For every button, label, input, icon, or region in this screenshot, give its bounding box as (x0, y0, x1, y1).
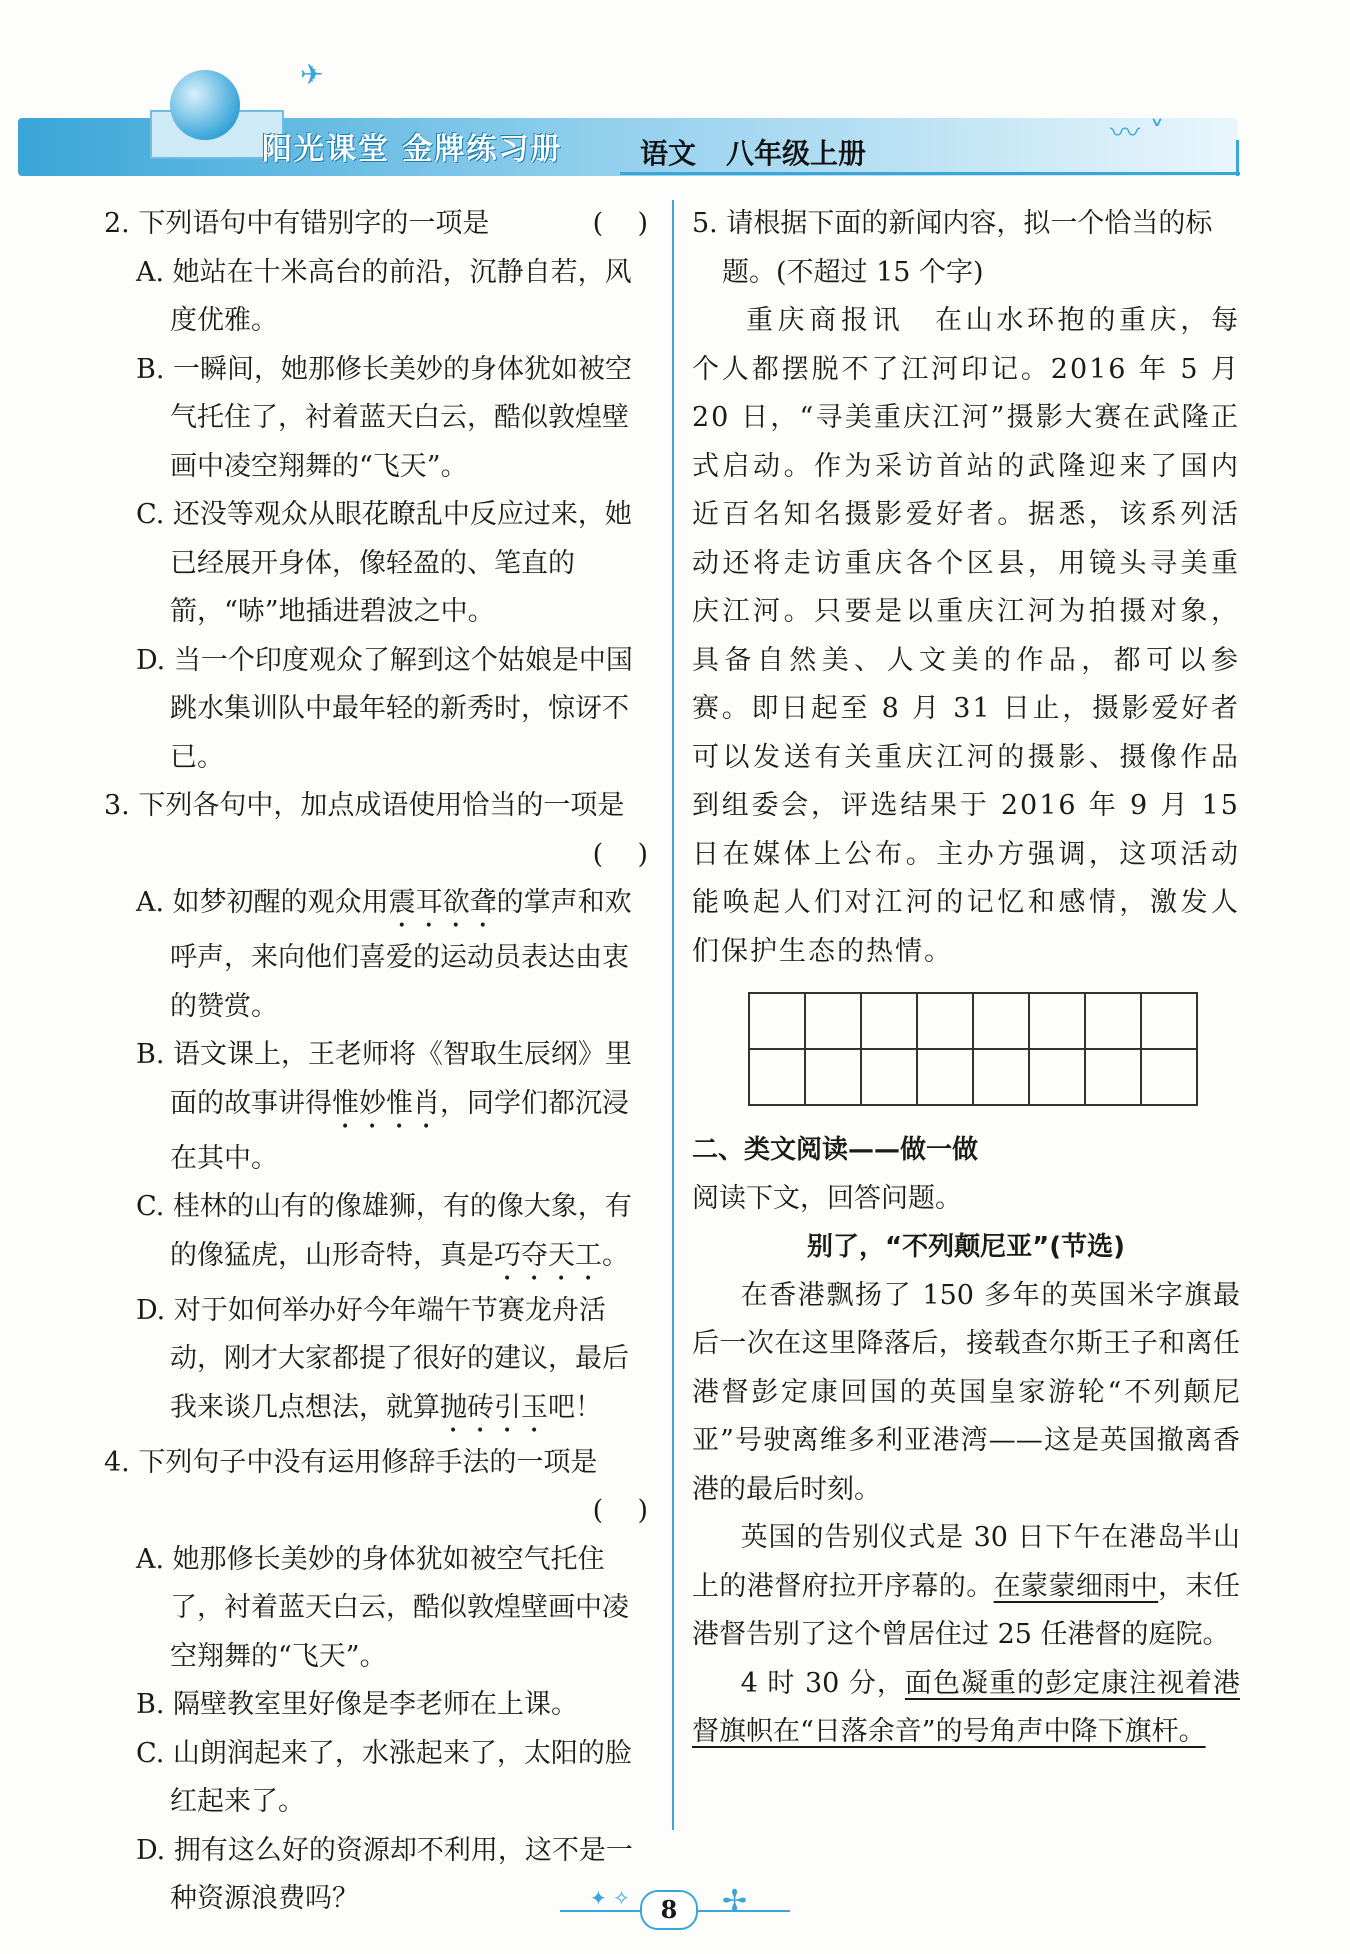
answer-grid-cell[interactable] (1029, 1049, 1085, 1105)
header-rule (620, 172, 1240, 175)
grade-label: 八年级上册 (726, 137, 867, 170)
bird-icon: 〰 ˅ (1110, 116, 1165, 151)
dotted-idiom: 震耳欲聋 (388, 887, 497, 918)
question-4-option-a: A. 她那修长美妙的身体犹如被空气托住了，衬着蓝天白云，酷似敦煌壁画中凌空翔舞的“飞天”。 (136, 1543, 629, 1672)
answer-grid-cell[interactable] (1141, 1049, 1197, 1105)
answer-grid-cell[interactable] (973, 1049, 1029, 1105)
answer-grid-cell[interactable] (749, 993, 805, 1049)
page-header (0, 0, 1350, 190)
news-passage: 重庆商报讯 在山水环抱的重庆，每个人都摆脱不了江河印记。2016 年 5 月 20 日，“寻美重庆江河”摄影大赛在武隆正式启动。作为采访首站的武隆迎来了国内近百名知名摄影爱好者。据悉，该系列活动还将走访重庆各个区县，用镜头寻美重庆江河。只要是以重庆江河为拍摄对象，具备自然美、人文美的作品，都可以参赛。即日起至 8 月 31 日止，摄影爱好者可以发送有关重庆江河的摄影、摄像作品到组委会，评选结果于 2016 年 9 月 15 日在媒体上公布。主办方强调，这项活动能唤起人们对江河的记忆和感情，激发人们保护生态的热情。 (692, 305, 1241, 967)
paper-plane-icon: ✈ (300, 58, 324, 91)
column-divider (672, 200, 674, 1830)
answer-grid-cell[interactable] (805, 1049, 861, 1105)
question-3-option-b: B. 语文课上，王老师将《智取生辰纲》里面的故事讲得惟妙惟肖，同学们都沉浸在其中。 (136, 1039, 633, 1174)
article-paragraph: 4 时 30 分，面色凝重的彭定康注视着港督旗帜在“日落余音”的号角声中降下旗杆。 (692, 1667, 1240, 1747)
answer-grid-cell[interactable] (917, 993, 973, 1049)
question-2-option-b: B. 一瞬间，她那修长美妙的身体犹如被空气托住了，衬着蓝天白云，酷似敦煌壁画中凌空翔舞的“飞天”。 (136, 353, 633, 482)
answer-grid-cell[interactable] (1141, 993, 1197, 1049)
header-rule-end (1236, 140, 1239, 176)
question-5-stem: 5. 请根据下面的新闻内容，拟一个恰当的标题。(不超过 15 个字) (692, 208, 1213, 288)
underlined-text: 面色凝重的彭定康注视着港督旗帜在“日落余音”的号角声中降下旗杆。 (692, 1667, 1240, 1747)
question-4-option-b: B. 隔壁教室里好像是李老师在上课。 (136, 1689, 579, 1720)
answer-grid-cell[interactable] (1085, 993, 1141, 1049)
pinwheel-icon: ✢ (722, 1884, 748, 1919)
question-3-option-d: D. 对于如何举办好今年端午节赛龙舟活动，刚才大家都提了很好的建议，最后我来谈几点想法，就算抛砖引玉吧！ (136, 1294, 629, 1423)
page-footer (0, 1880, 1350, 1940)
dotted-idiom: 惟妙惟肖 (332, 1087, 440, 1119)
subject-label: 语文 (640, 137, 697, 170)
question-4-option-d: D. 拥有这么好的资源却不利用，这不是一种资源浪费吗？ (136, 1834, 633, 1914)
answer-grid-row (749, 1049, 1197, 1105)
answer-grid-cell[interactable] (805, 993, 861, 1049)
answer-grid-cell[interactable] (861, 993, 917, 1049)
answer-blank[interactable]: ( ) (592, 208, 648, 239)
answer-grid-row (749, 993, 1197, 1049)
question-2-option-d: D. 当一个印度观众了解到这个姑娘是中国跳水集训队中最年轻的新秀时，惊讶不已。 (136, 644, 633, 773)
answer-grid-cell[interactable] (861, 1049, 917, 1105)
right-column (692, 200, 1240, 1757)
dotted-idiom: 巧夺天工 (494, 1239, 602, 1271)
article-title: 别了，“不列颠尼亚”(节选) (807, 1232, 1125, 1262)
subject-grade (640, 132, 866, 172)
article-paragraph: 英国的告别仪式是 30 日下午在港岛半山上的港督府拉开序幕的。在蒙蒙细雨中，末任港督告别了这个曾居住过 25 任港督的庭院。 (692, 1522, 1241, 1650)
star-icon: ✦ ✧ (590, 1886, 630, 1910)
book-brand: 阳光课堂 金牌练习册 (262, 132, 563, 167)
question-2-option-c: C. 还没等观众从眼花瞭乱中反应过来，她已经展开身体，像轻盈的、笔直的箭，“哧”地插进碧波之中。 (136, 499, 632, 627)
article-paragraph: 在香港飘扬了 150 多年的英国米字旗最后一次在这里降落后，接载查尔斯王子和离任港督彭定康回国的英国皇家游轮“不列颠尼亚”号驶离维多利亚港湾——这是英国撤离香港的最后时刻。 (692, 1279, 1240, 1505)
page-number: 8 (640, 1890, 698, 1930)
answer-grid-cell[interactable] (917, 1049, 973, 1105)
answer-grid[interactable] (748, 992, 1198, 1106)
question-2-stem: 2. 下列语句中有错别字的一项是 ( ) (104, 200, 652, 249)
answer-grid-cell[interactable] (1029, 993, 1085, 1049)
section-heading: 二、类文阅读——做一做 (692, 1135, 979, 1165)
answer-blank[interactable]: ( ) (592, 1495, 648, 1526)
question-4-option-c: C. 山朗润起来了，水涨起来了，太阳的脸红起来了。 (136, 1737, 632, 1817)
question-3-stem: 3. 下列各句中，加点成语使用恰当的一项是 (104, 790, 625, 821)
answer-grid-cell[interactable] (1085, 1049, 1141, 1105)
reading-instruction: 阅读下文，回答问题。 (692, 1182, 962, 1214)
globe-icon (170, 70, 240, 140)
question-3-option-c: C. 桂林的山有的像雄狮，有的像大象，有的像猛虎，山形奇特，真是巧夺天工。 (136, 1191, 632, 1271)
left-column (104, 200, 652, 1924)
underlined-text: 在蒙蒙细雨中 (993, 1570, 1159, 1602)
question-2-option-a: A. 她站在十米高台的前沿，沉静自若，风度优雅。 (136, 256, 632, 336)
question-3-option-a: A. 如梦初醒的观众用震耳欲聋的掌声和欢呼声，来向他们喜爱的运动员表达由衷的赞赏。 (136, 887, 632, 1022)
question-4-stem: 4. 下列句子中没有运用修辞手法的一项是 (104, 1446, 598, 1478)
answer-grid-cell[interactable] (749, 1049, 805, 1105)
dotted-idiom: 抛砖引玉 (440, 1391, 548, 1423)
answer-grid-cell[interactable] (973, 993, 1029, 1049)
news-source: 重庆商报讯 (746, 305, 905, 336)
answer-blank[interactable]: ( ) (592, 838, 648, 870)
